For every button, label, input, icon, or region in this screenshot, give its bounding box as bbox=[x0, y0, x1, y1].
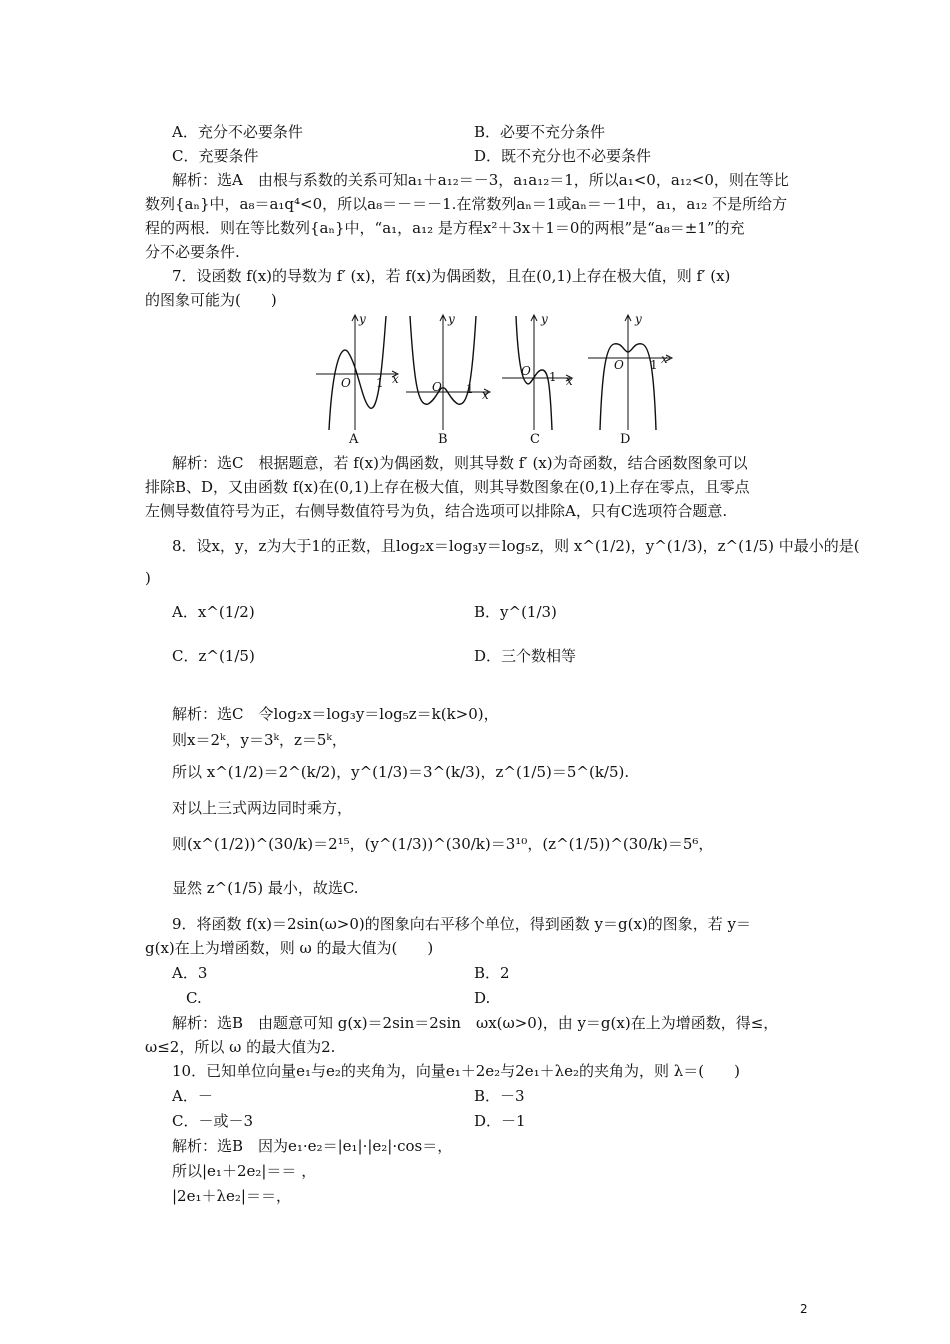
q9-solution-line: ω≤2，所以 ω 的最大值为2. bbox=[145, 1038, 336, 1056]
q9-stem: 9．将函数 f(x)＝2sin(ω>0)的图象向右平移个单位，得到函数 y＝g(x)的图象，若 y＝ bbox=[172, 915, 752, 933]
q8-stem: 8．设x，y，z为大于1的正数，且log₂x＝log₃y＝log₅z，则 x^(1/2)，y^(1/3)，z^(1/5) 中最小的是( bbox=[172, 537, 860, 555]
axis-y-label: y bbox=[359, 312, 366, 326]
q6-solution-line: 数列{aₙ}中，a₈＝a₁q⁴<0，所以a₈＝－＝－1.在常数列aₙ＝1或aₙ＝－1中，a₁，a₁₂ 不是所给方 bbox=[145, 195, 788, 213]
axis-x-label: x bbox=[661, 352, 668, 366]
tick-label: 1 bbox=[376, 376, 384, 390]
q10-solution-line: 所以|e₁＋2e₂|＝＝ ， bbox=[172, 1162, 317, 1180]
axis-x-label: x bbox=[482, 388, 489, 402]
q8-option-d: D．三个数相等 bbox=[474, 647, 577, 665]
q8-option-a: A．x^(1/2) bbox=[172, 603, 255, 621]
graph-d bbox=[584, 312, 676, 432]
q8-option-b: B．y^(1/3) bbox=[474, 603, 557, 621]
axis-y-label: y bbox=[541, 312, 548, 326]
q9-option-c: C. bbox=[186, 989, 202, 1007]
q10-solution-line: 解析：选B 因为e₁·e₂＝|e₁|·|e₂|·cos＝， bbox=[172, 1137, 453, 1155]
q7-solution-line: 排除B、D，又由函数 f(x)在(0,1)上存在极大值，则其导数图象在(0,1)上存在零点，且零点 bbox=[145, 478, 750, 496]
origin-label: O bbox=[521, 364, 531, 378]
axis-y-label: y bbox=[448, 312, 455, 326]
q6-solution-line: 分不必要条件. bbox=[145, 243, 240, 261]
tick-label: 1 bbox=[650, 358, 658, 372]
q7-stem-cont: 的图象可能为( ) bbox=[145, 291, 277, 309]
axis-x-label: x bbox=[566, 374, 573, 388]
q6-option-b: B．必要不充分条件 bbox=[474, 123, 606, 141]
graph-c bbox=[498, 312, 580, 432]
tick-label: 1 bbox=[466, 382, 474, 396]
tick-label: 1 bbox=[549, 370, 557, 384]
origin-label: O bbox=[341, 376, 351, 390]
q6-option-c: C．充要条件 bbox=[172, 147, 259, 165]
axis-x-label: x bbox=[392, 372, 399, 386]
figure-label-b: B bbox=[438, 432, 448, 447]
q8-option-c: C．z^(1/5) bbox=[172, 647, 255, 665]
q6-solution-line: 程的两根．则在等比数列{aₙ}中，“a₁，a₁₂ 是方程x²＋3x＋1＝0的两根”是“a₈＝±1”的充 bbox=[145, 219, 745, 237]
origin-label: O bbox=[614, 358, 624, 372]
q9-option-d: D. bbox=[474, 989, 491, 1007]
q8-solution-line: 解析：选C 令log₂x＝log₃y＝log₅z＝k(k>0)， bbox=[172, 705, 499, 723]
q8-solution-line: 则(x^(1/2))^(30/k)＝2¹⁵，(y^(1/3))^(30/k)＝3¹⁰，(z^(1/5))^(30/k)＝5⁶， bbox=[172, 835, 714, 853]
q7-solution-line: 解析：选C 根据题意，若 f(x)为偶函数，则其导数 f′ (x)为奇函数，结合函数图象可以 bbox=[172, 454, 748, 472]
q10-option-a: A．－ bbox=[172, 1087, 213, 1105]
figure-label-d: D bbox=[620, 432, 631, 447]
figure-label-a: A bbox=[349, 432, 359, 447]
q9-solution-line: 解析：选B 由题意可知 g(x)＝2sin＝2sin ωx(ω>0)，由 y＝g(x)在上为增函数，得≤， bbox=[172, 1014, 779, 1032]
q7-stem: 7．设函数 f(x)的导数为 f′ (x)，若 f(x)为偶函数，且在(0,1)上存在极大值，则 f′ (x) bbox=[172, 267, 731, 285]
q10-stem: 10．已知单位向量e₁与e₂的夹角为，向量e₁＋2e₂与2e₁＋λe₂的夹角为，则 λ＝( ) bbox=[172, 1062, 741, 1080]
figure-label-c: C bbox=[530, 432, 540, 447]
q8-stem-cont: ) bbox=[145, 569, 151, 587]
page-number: 2 bbox=[800, 1302, 808, 1316]
q6-option-d: D．既不充分也不必要条件 bbox=[474, 147, 652, 165]
q9-option-a: A．3 bbox=[172, 964, 208, 982]
q7-solution-line: 左侧导数值符号为正，右侧导数值符号为负，结合选项可以排除A，只有C选项符合题意. bbox=[145, 502, 728, 520]
q8-solution-line: 对以上三式两边同时乘方， bbox=[172, 799, 353, 817]
origin-label: O bbox=[432, 380, 442, 394]
graph-a bbox=[312, 312, 404, 432]
q6-option-a: A．充分不必要条件 bbox=[172, 123, 303, 141]
axis-y-label: y bbox=[635, 312, 642, 326]
q8-solution-line: 显然 z^(1/5) 最小，故选C. bbox=[172, 879, 359, 897]
q9-option-b: B．2 bbox=[474, 964, 510, 982]
graph-b bbox=[402, 312, 494, 432]
q6-solution-line: 解析：选A 由根与系数的关系可知a₁＋a₁₂＝－3，a₁a₁₂＝1，所以a₁<0，a₁₂<0，则在等比 bbox=[172, 171, 789, 189]
q10-option-d: D．－1 bbox=[474, 1112, 526, 1130]
q9-stem-cont: g(x)在上为增函数，则 ω 的最大值为( ) bbox=[145, 939, 434, 957]
q8-solution-line: 则x＝2ᵏ，y＝3ᵏ，z＝5ᵏ， bbox=[172, 731, 347, 749]
q10-solution-line: |2e₁＋λe₂|＝＝， bbox=[172, 1187, 291, 1205]
q10-option-b: B．－3 bbox=[474, 1087, 525, 1105]
q10-option-c: C．－或－3 bbox=[172, 1112, 254, 1130]
q8-solution-line: 所以 x^(1/2)＝2^(k/2)，y^(1/3)＝3^(k/3)，z^(1/5)＝5^(k/5). bbox=[172, 763, 630, 781]
